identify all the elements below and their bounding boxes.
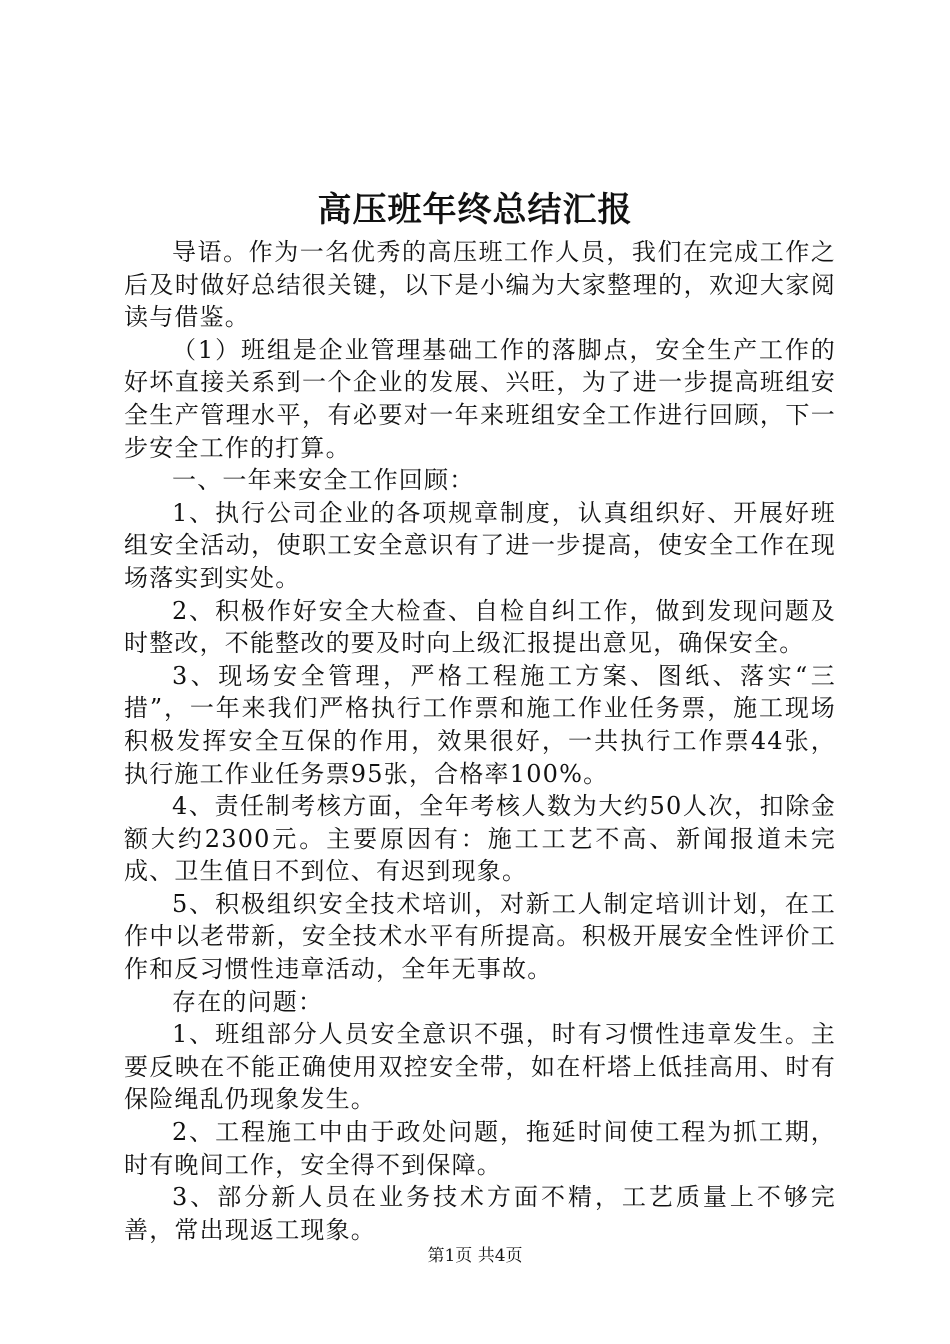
- paragraph-problem-2: 2、工程施工中由于政处问题，拖延时间使工程为抓工期，时有晚间工作，安全得不到保障。: [124, 1118, 836, 1179]
- paragraph-review-5: 5、积极组织安全技术培训，对新工人制定培训计划，在工作中以老带新，安全技术水平有所提高。积极开展安全性评价工作和反习惯性违章活动，全年无事故。: [124, 889, 836, 984]
- section-heading-review: 一、一年来安全工作回顾：: [172, 466, 475, 495]
- paragraph-1: （1）班组是企业管理基础工作的落脚点，安全生产工作的好坏直接关系到一个企业的发展、兴旺，为了进一步提高班组安全生产管理水平，有必要对一年来班组安全工作进行回顾，下一步安全工作的打算。: [124, 335, 836, 462]
- document-body: [124, 236, 836, 1246]
- page-number-footer: 第1页 共4页: [427, 1246, 523, 1266]
- paragraph-review-4: 4、责任制考核方面，全年考核人数为大约50人次，扣除金额大约2300元。主要原因有：施工工艺不高、新闻报道未完成、卫生值日不到位、有迟到现象。: [124, 792, 836, 886]
- paragraph-review-1: 1、执行公司企业的各项规章制度，认真组织好、开展好班组安全活动，使职工安全意识有了进一步提高，使安全工作在现场落实到实处。: [124, 498, 836, 592]
- paragraph-review-3: 3、现场安全管理，严格工程施工方案、图纸、落实“三措”，一年来我们严格执行工作票和施工作业任务票，施工现场积极发挥安全互保的作用，效果很好，一共执行工作票44张，执行施工作业任务票95张，合格率100%。: [124, 661, 836, 788]
- paragraph-review-2: 2、积极作好安全大检查、自检自纠工作，做到发现问题及时整改，不能整改的要及时向上级汇报提出意见，确保安全。: [124, 596, 836, 658]
- paragraph-intro: 导语。作为一名优秀的高压班工作人员，我们在完成工作之后及时做好总结很关键，以下是小编为大家整理的，欢迎大家阅读与借鉴。: [124, 238, 836, 332]
- document-title: 高压班年终总结汇报: [317, 190, 633, 230]
- section-heading-problems: 存在的问题：: [172, 987, 324, 1016]
- paragraph-problem-3: 3、部分新人员在业务技术方面不精，工艺质量上不够完善，常出现返工现象。: [124, 1183, 836, 1244]
- paragraph-problem-1: 1、班组部分人员安全意识不强，时有习惯性违章发生。主要反映在不能正确使用双控安全带，如在杆塔上低挂高用、时有保险绳乱仍现象发生。: [124, 1020, 836, 1114]
